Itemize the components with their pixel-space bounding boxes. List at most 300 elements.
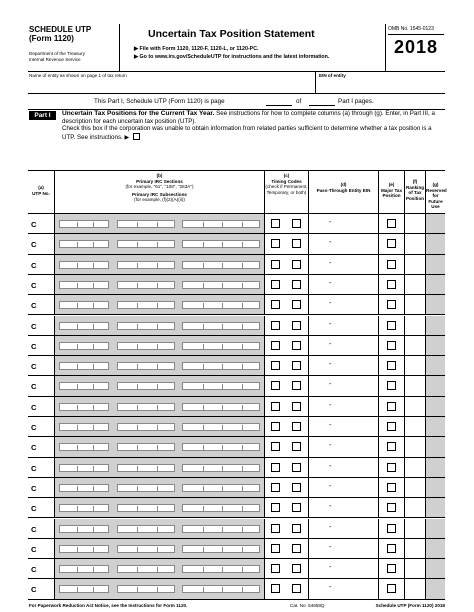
major-tax-position-checkbox[interactable] <box>387 280 396 289</box>
major-tax-position-checkbox[interactable] <box>387 524 396 533</box>
ranking-cell[interactable] <box>405 437 426 456</box>
irc-subsection-input[interactable] <box>182 322 260 330</box>
irc-subsection-input[interactable] <box>182 220 260 228</box>
major-tax-position-cell <box>379 316 405 335</box>
ranking-cell[interactable] <box>405 295 426 314</box>
permanent-checkbox[interactable] <box>271 442 280 451</box>
ranking-cell[interactable] <box>405 417 426 436</box>
irc-section-input[interactable] <box>59 362 109 370</box>
irc-subsection-input[interactable] <box>117 281 175 289</box>
ein-dash: - <box>329 422 332 429</box>
entity-name-field[interactable]: Name of entity as shown on page 1 of tax return <box>29 73 127 78</box>
pass-through-ein-cell[interactable] <box>309 437 379 456</box>
irc-section-input[interactable] <box>59 504 109 512</box>
major-tax-position-checkbox[interactable] <box>387 544 396 553</box>
timing-code-cell <box>265 255 309 274</box>
col-b-name: Primary IRC Sections <box>136 178 183 184</box>
major-tax-position-cell <box>379 356 405 375</box>
pass-through-ein-cell[interactable] <box>309 458 379 477</box>
permanent-checkbox[interactable] <box>271 260 280 269</box>
comb-divider <box>137 567 138 572</box>
col-g-name: Reserved for Future Use <box>426 187 447 210</box>
irc-section-input[interactable] <box>59 322 109 330</box>
permanent-checkbox[interactable] <box>271 564 280 573</box>
irc-subsection-input[interactable] <box>182 403 260 411</box>
pass-through-ein-cell[interactable] <box>309 255 379 274</box>
permanent-checkbox[interactable] <box>271 361 280 370</box>
temporary-checkbox[interactable] <box>292 544 301 553</box>
timing-code-cell <box>265 458 309 477</box>
major-tax-position-cell <box>379 295 405 314</box>
major-tax-position-checkbox[interactable] <box>387 361 396 370</box>
irc-section-input[interactable] <box>59 281 109 289</box>
reserved-cell <box>426 397 445 416</box>
comb-divider <box>77 303 78 308</box>
pass-through-ein-cell[interactable] <box>309 376 379 395</box>
timing-code-cell <box>265 275 309 294</box>
timing-code-cell <box>265 214 309 233</box>
temporary-checkbox[interactable] <box>292 442 301 451</box>
comb-divider <box>77 405 78 410</box>
comb-divider <box>242 384 243 389</box>
irc-section-input[interactable] <box>59 220 109 228</box>
comb-divider <box>242 567 243 572</box>
utp-number-cell <box>28 214 55 233</box>
permanent-checkbox[interactable] <box>271 341 280 350</box>
table-row <box>28 579 445 599</box>
table-row <box>28 356 445 376</box>
temporary-checkbox[interactable] <box>292 300 301 309</box>
comb-divider <box>77 466 78 471</box>
permanent-checkbox[interactable] <box>271 321 280 330</box>
col-f-letter: (f) <box>412 179 418 184</box>
reserved-cell <box>426 376 445 395</box>
irc-section-input[interactable] <box>59 525 109 533</box>
permanent-checkbox[interactable] <box>271 483 280 492</box>
ranking-cell[interactable] <box>405 559 426 578</box>
col-a-letter: (a) <box>38 185 44 190</box>
permanent-checkbox[interactable] <box>271 503 280 512</box>
col-d-header <box>309 171 379 213</box>
comb-divider <box>203 466 204 471</box>
tax-year: 2018 <box>394 37 439 57</box>
comb-divider <box>203 506 204 511</box>
col-e-header <box>379 171 405 213</box>
irc-subsection-input[interactable] <box>117 464 175 472</box>
permanent-checkbox[interactable] <box>271 381 280 390</box>
utp-prefix: C <box>31 524 37 534</box>
temporary-checkbox[interactable] <box>292 463 301 472</box>
ein-dash: - <box>329 482 332 490</box>
major-tax-position-cell <box>379 336 405 355</box>
pass-through-ein-cell[interactable] <box>309 559 379 578</box>
pass-through-ein-cell[interactable] <box>309 275 379 294</box>
ranking-cell[interactable] <box>405 397 426 416</box>
irc-subsection-input[interactable] <box>182 545 260 553</box>
ranking-cell[interactable] <box>405 579 426 598</box>
omb-number: OMB No. 1545-0123 <box>388 26 444 35</box>
irc-subsection-input[interactable] <box>117 322 175 330</box>
comb-divider <box>93 344 94 349</box>
irc-section-input[interactable] <box>59 423 109 431</box>
comb-divider <box>222 486 223 491</box>
irc-subsection-input[interactable] <box>182 565 260 573</box>
ranking-cell[interactable] <box>405 376 426 395</box>
comb-divider <box>93 405 94 410</box>
comb-divider <box>137 242 138 247</box>
ranking-cell[interactable] <box>405 478 426 497</box>
temporary-checkbox[interactable] <box>292 321 301 330</box>
permanent-checkbox[interactable] <box>271 219 280 228</box>
major-tax-position-checkbox[interactable] <box>387 402 396 411</box>
comb-divider <box>137 283 138 288</box>
ranking-cell[interactable] <box>405 214 426 233</box>
reserved-cell <box>426 478 445 497</box>
comb-divider <box>93 466 94 471</box>
major-tax-position-cell <box>379 376 405 395</box>
comb-divider <box>242 344 243 349</box>
temporary-checkbox[interactable] <box>292 402 301 411</box>
temporary-checkbox[interactable] <box>292 239 301 248</box>
ranking-cell[interactable] <box>405 275 426 294</box>
ein-dash: - <box>329 279 332 287</box>
utp-number-cell <box>28 417 55 436</box>
pass-through-ein-cell[interactable] <box>309 295 379 314</box>
related-party-checkbox[interactable] <box>133 133 140 140</box>
irc-section-input[interactable] <box>59 484 109 492</box>
irc-subsection-input[interactable] <box>117 382 175 390</box>
comb-divider <box>157 547 158 552</box>
irc-subsection-input[interactable] <box>117 342 175 350</box>
temporary-checkbox[interactable] <box>292 483 301 492</box>
utp-prefix: C <box>31 463 37 473</box>
comb-divider <box>93 486 94 491</box>
comb-divider <box>242 547 243 552</box>
table-row <box>28 559 445 579</box>
irc-section-input[interactable] <box>59 382 109 390</box>
permanent-checkbox[interactable] <box>271 463 280 472</box>
pass-through-ein-cell[interactable] <box>309 316 379 335</box>
irc-subsection-input[interactable] <box>182 382 260 390</box>
comb-divider <box>137 425 138 430</box>
irc-subsection-input[interactable] <box>117 504 175 512</box>
permanent-checkbox[interactable] <box>271 239 280 248</box>
ranking-cell[interactable] <box>405 498 426 517</box>
permanent-checkbox[interactable] <box>271 584 280 593</box>
irc-subsection-input[interactable] <box>117 525 175 533</box>
temporary-checkbox[interactable] <box>292 260 301 269</box>
irc-subsection-input[interactable] <box>117 585 175 593</box>
major-tax-position-checkbox[interactable] <box>387 463 396 472</box>
comb-divider <box>203 425 204 430</box>
irc-section-cell <box>55 255 265 274</box>
utp-number-cell <box>28 356 55 375</box>
timing-code-cell <box>265 376 309 395</box>
irc-section-input[interactable] <box>59 240 109 248</box>
utp-table <box>28 170 445 600</box>
major-tax-position-checkbox[interactable] <box>387 442 396 451</box>
filing-instructions <box>134 46 329 61</box>
temporary-checkbox[interactable] <box>292 503 301 512</box>
ranking-cell[interactable] <box>405 458 426 477</box>
comb-divider <box>222 242 223 247</box>
comb-divider <box>203 567 204 572</box>
major-tax-position-checkbox[interactable] <box>387 584 396 593</box>
irc-subsection-input[interactable] <box>182 525 260 533</box>
col-b-sub: Primary IRC Subsections <box>132 191 187 197</box>
major-tax-position-checkbox[interactable] <box>387 260 396 269</box>
comb-divider <box>203 283 204 288</box>
utp-prefix: C <box>31 565 37 575</box>
pass-through-ein-cell[interactable] <box>309 539 379 558</box>
ein-dash: - <box>329 381 332 389</box>
ein-dash: - <box>329 503 332 511</box>
irc-subsection-input[interactable] <box>182 362 260 370</box>
comb-divider <box>242 283 243 288</box>
temporary-checkbox[interactable] <box>292 584 301 593</box>
major-tax-position-checkbox[interactable] <box>387 381 396 390</box>
comb-divider <box>157 283 158 288</box>
temporary-checkbox[interactable] <box>292 280 301 289</box>
irc-subsection-input[interactable] <box>117 484 175 492</box>
comb-divider <box>242 587 243 592</box>
comb-divider <box>157 425 158 430</box>
irc-section-input[interactable] <box>59 342 109 350</box>
irc-subsection-input[interactable] <box>182 423 260 431</box>
ranking-cell[interactable] <box>405 316 426 335</box>
timing-code-cell <box>265 498 309 517</box>
reserved-cell <box>426 356 445 375</box>
irc-subsection-input[interactable] <box>182 281 260 289</box>
temporary-checkbox[interactable] <box>292 341 301 350</box>
irc-section-cell <box>55 458 265 477</box>
comb-divider <box>77 587 78 592</box>
permanent-checkbox[interactable] <box>271 422 280 431</box>
pass-through-ein-cell[interactable] <box>309 356 379 375</box>
total-pages-field[interactable] <box>309 105 335 106</box>
comb-divider <box>242 405 243 410</box>
irc-subsection-input[interactable] <box>182 261 260 269</box>
table-row <box>28 417 445 437</box>
page-info-text: This Part I, Schedule UTP (Form 1120) is page <box>94 98 225 105</box>
comb-divider <box>222 527 223 532</box>
col-c-header <box>265 171 309 213</box>
irc-section-input[interactable] <box>59 403 109 411</box>
utp-number-cell <box>28 559 55 578</box>
utp-number-cell <box>28 498 55 517</box>
permanent-checkbox[interactable] <box>271 280 280 289</box>
utp-prefix: C <box>31 260 37 270</box>
irc-section-input[interactable] <box>59 585 109 593</box>
irc-subsection-input[interactable] <box>182 504 260 512</box>
comb-divider <box>222 283 223 288</box>
pass-through-ein-cell[interactable] <box>309 478 379 497</box>
permanent-checkbox[interactable] <box>271 300 280 309</box>
irc-section-input[interactable] <box>59 261 109 269</box>
ein-dash: - <box>329 340 332 348</box>
ranking-cell[interactable] <box>405 234 426 253</box>
irc-section-input[interactable] <box>59 464 109 472</box>
pass-through-ein-cell[interactable] <box>309 214 379 233</box>
pass-through-ein-cell[interactable] <box>309 498 379 517</box>
major-tax-position-cell <box>379 478 405 497</box>
comb-divider <box>77 242 78 247</box>
major-tax-position-cell <box>379 417 405 436</box>
irc-subsection-input[interactable] <box>182 443 260 451</box>
irc-subsection-input[interactable] <box>117 301 175 309</box>
reserved-cell <box>426 234 445 253</box>
major-tax-position-checkbox[interactable] <box>387 300 396 309</box>
irc-section-cell <box>55 397 265 416</box>
utp-prefix: C <box>31 301 37 311</box>
form-title: Uncertain Tax Position Statement <box>148 28 315 40</box>
utp-number-cell <box>28 275 55 294</box>
utp-number-cell <box>28 397 55 416</box>
irc-section-cell <box>55 417 265 436</box>
temporary-checkbox[interactable] <box>292 564 301 573</box>
pass-through-ein-cell[interactable] <box>309 579 379 598</box>
col-a-header <box>28 171 55 213</box>
comb-divider <box>157 567 158 572</box>
major-tax-position-checkbox[interactable] <box>387 219 396 228</box>
catalog-number: Cat. No. 54658Q <box>290 603 325 608</box>
comb-divider <box>93 587 94 592</box>
pass-through-ein-cell[interactable] <box>309 234 379 253</box>
major-tax-position-checkbox[interactable] <box>387 422 396 431</box>
comb-divider <box>93 567 94 572</box>
ein-dash: - <box>329 543 332 551</box>
comb-divider <box>93 222 94 227</box>
irc-subsection-input[interactable] <box>117 565 175 573</box>
major-tax-position-cell <box>379 498 405 517</box>
comb-divider <box>157 222 158 227</box>
irc-subsection-input[interactable] <box>182 484 260 492</box>
irc-subsection-input[interactable] <box>117 403 175 411</box>
irc-subsection-input[interactable] <box>182 464 260 472</box>
irc-subsection-input[interactable] <box>182 240 260 248</box>
ranking-cell[interactable] <box>405 255 426 274</box>
utp-prefix: C <box>31 240 37 250</box>
reserved-cell <box>426 559 445 578</box>
page-number-field[interactable] <box>266 105 292 106</box>
ranking-cell[interactable] <box>405 519 426 538</box>
irc-subsection-input[interactable] <box>182 585 260 593</box>
pass-through-ein-cell[interactable] <box>309 336 379 355</box>
utp-prefix: C <box>31 423 37 432</box>
permanent-checkbox[interactable] <box>271 402 280 411</box>
comb-divider <box>137 384 138 389</box>
comb-divider <box>203 527 204 532</box>
temporary-checkbox[interactable] <box>292 381 301 390</box>
comb-divider <box>242 303 243 308</box>
permanent-checkbox[interactable] <box>271 524 280 533</box>
timing-code-cell <box>265 559 309 578</box>
utp-number-cell <box>28 336 55 355</box>
ranking-cell[interactable] <box>405 539 426 558</box>
major-tax-position-checkbox[interactable] <box>387 564 396 573</box>
comb-divider <box>77 506 78 511</box>
irc-subsection-input[interactable] <box>117 261 175 269</box>
irc-section-input[interactable] <box>59 443 109 451</box>
comb-divider <box>157 263 158 268</box>
permanent-checkbox[interactable] <box>271 544 280 553</box>
col-c-letter: (c) <box>283 173 290 178</box>
comb-divider <box>222 344 223 349</box>
table-row <box>28 275 445 295</box>
comb-divider <box>203 344 204 349</box>
irc-subsection-input[interactable] <box>182 301 260 309</box>
comb-divider <box>157 527 158 532</box>
major-tax-position-cell <box>379 519 405 538</box>
ein-field[interactable] <box>315 72 445 94</box>
irc-subsection-input[interactable] <box>117 545 175 553</box>
comb-divider <box>203 587 204 592</box>
irc-section-input[interactable] <box>59 565 109 573</box>
utp-prefix: C <box>31 443 37 453</box>
irc-section-cell <box>55 376 265 395</box>
pass-through-ein-cell[interactable] <box>309 397 379 416</box>
temporary-checkbox[interactable] <box>292 524 301 533</box>
timing-code-cell <box>265 539 309 558</box>
related-party-check-text: Check this box if the corporation was unable to obtain information from related parties sufficient to determine whether a tax position is a UTP. See instructions. ▶ <box>62 125 432 142</box>
irc-subsection-input[interactable] <box>182 342 260 350</box>
major-tax-position-checkbox[interactable] <box>387 503 396 512</box>
comb-divider <box>157 364 158 369</box>
related-party-check-row <box>62 125 445 143</box>
irc-subsection-input[interactable] <box>117 443 175 451</box>
table-row <box>28 397 445 417</box>
reserved-cell <box>426 417 445 436</box>
reserved-cell <box>426 498 445 517</box>
major-tax-position-checkbox[interactable] <box>387 341 396 350</box>
comb-divider <box>137 466 138 471</box>
pass-through-ein-cell[interactable] <box>309 519 379 538</box>
pass-through-ein-cell[interactable] <box>309 417 379 436</box>
major-tax-position-checkbox[interactable] <box>387 239 396 248</box>
part1-title-bold: Uncertain Tax Positions for the Current Tax Year. <box>62 110 215 117</box>
table-row <box>28 336 445 356</box>
irc-section-input[interactable] <box>59 545 109 553</box>
temporary-checkbox[interactable] <box>292 422 301 431</box>
comb-divider <box>203 384 204 389</box>
comb-divider <box>203 222 204 227</box>
ranking-cell[interactable] <box>405 336 426 355</box>
comb-divider <box>242 222 243 227</box>
irc-subsection-input[interactable] <box>117 220 175 228</box>
form-id: Schedule UTP (Form 1120) 2018 <box>375 603 445 608</box>
major-tax-position-checkbox[interactable] <box>387 321 396 330</box>
major-tax-position-checkbox[interactable] <box>387 483 396 492</box>
temporary-checkbox[interactable] <box>292 219 301 228</box>
irc-subsection-input[interactable] <box>117 423 175 431</box>
irc-section-input[interactable] <box>59 301 109 309</box>
irc-subsection-input[interactable] <box>117 362 175 370</box>
irc-subsection-input[interactable] <box>117 240 175 248</box>
col-c-desc: (check if Permanent, Temporary, or both) <box>265 184 308 195</box>
ein-dash: - <box>329 462 332 470</box>
comb-divider <box>137 547 138 552</box>
title-block <box>120 24 385 72</box>
ranking-cell[interactable] <box>405 356 426 375</box>
comb-divider <box>137 405 138 410</box>
comb-divider <box>157 384 158 389</box>
temporary-checkbox[interactable] <box>292 361 301 370</box>
table-row <box>28 214 445 234</box>
comb-divider <box>77 567 78 572</box>
comb-divider <box>242 324 243 329</box>
reserved-cell <box>426 255 445 274</box>
utp-prefix: C <box>31 402 37 412</box>
